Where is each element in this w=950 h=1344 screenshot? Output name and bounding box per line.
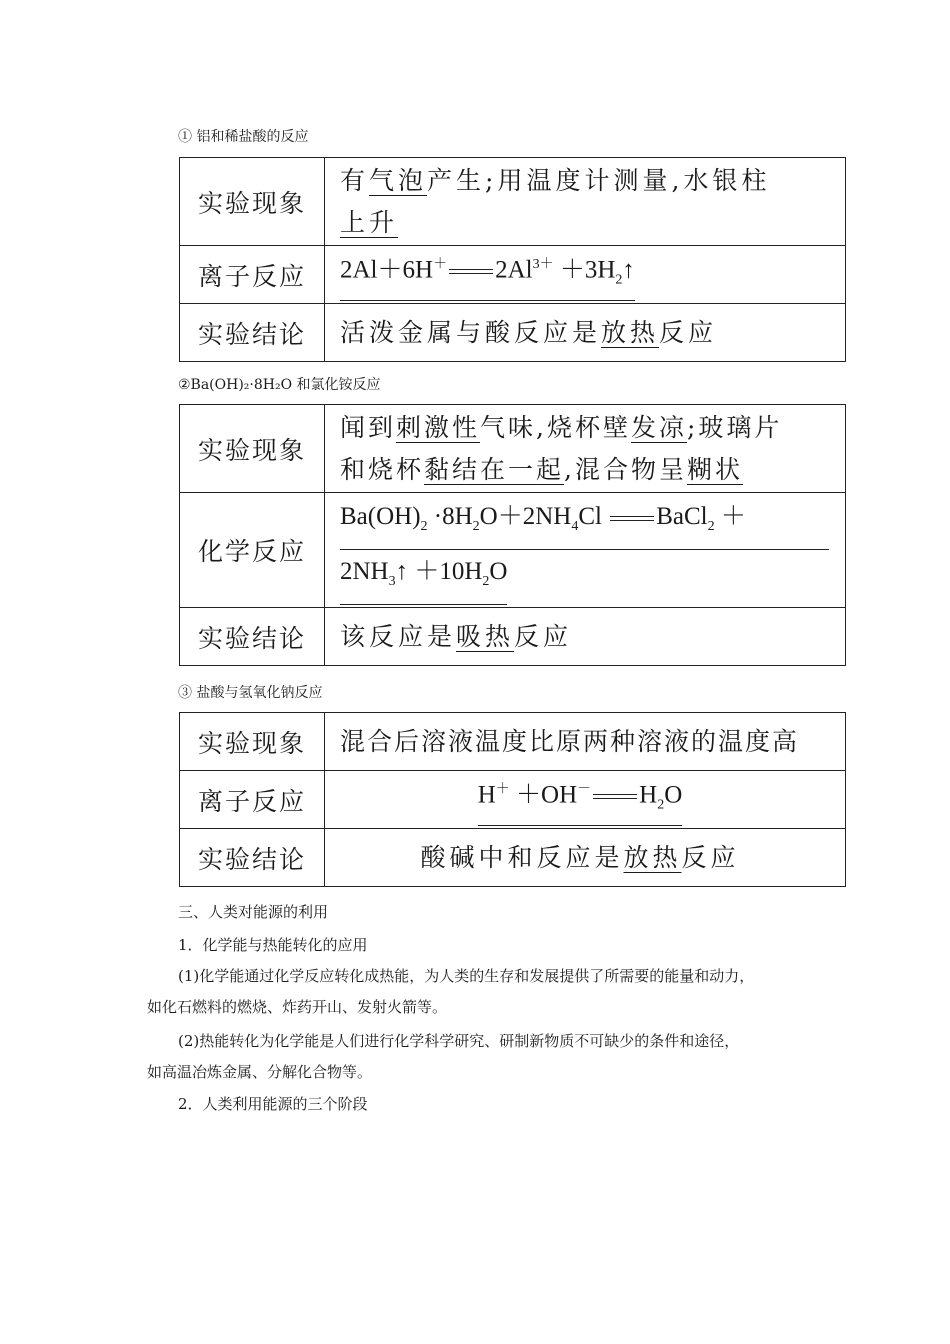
phenomenon-value: 混合后溶液温度比原两种溶液的温度高 [325,713,846,771]
row-label-conclusion: 实验结论 [180,304,325,362]
section2-caption: ②Ba(OH)₂·8H₂O 和氯化铵反应 [178,377,381,393]
row-label-phenomenon: 实验现象 [180,405,325,493]
table-hcl-naoh [179,712,846,887]
row-label-phenomenon: 实验现象 [180,713,325,771]
phenomenon-value: 有气泡产生;用温度计测量,水银柱 上升 [325,158,846,246]
ionic-equation: H＋ ＋OH－ $H_2O$ [325,771,846,829]
ionic-equation: 2Al＋6H＋ $2Al^{3+}$ $+3H_2↑$ [325,246,846,304]
section1-caption: ① 铝和稀盐酸的反应 [178,129,309,145]
subheading-2: 2．人类利用能源的三个阶段 [178,1095,368,1113]
phenomenon-value: 闻到刺激性气味,烧杯壁发凉;玻璃片 和烧杯黏结在一起,混合物呈糊状 [325,405,846,493]
chemical-equation: $Ba(OH)_2 \cdot 8H_2O+2NH_4Cl$ BaCl$_2$ ＋ $2NH_3↑ +10H_2O$ [325,493,846,608]
conclusion-value: 该反应是吸热反应 [325,608,846,666]
subheading-1: 1．化学能与热能转化的应用 [178,936,368,954]
row-label-chemical-reaction: 化学反应 [180,493,325,608]
paragraph-1-line-2: 如化石燃料的燃烧、炸药开山、发射火箭等。 [147,998,448,1016]
table-aluminum-hcl [179,157,846,362]
paragraph-1-line-1: (1)化学能通过化学反应转化成热能，为人类的生存和发展提供了所需要的能量和动力， [178,967,755,985]
paragraph-2-line-1: (2)热能转化为化学能是人们进行化学科学研究、研制新物质不可缺少的条件和途径， [178,1032,740,1050]
paragraph-2-line-2: 如高温冶炼金属、分解化合物等。 [147,1063,373,1081]
section-heading: 三、人类对能源的利用 [178,903,329,921]
row-label-conclusion: 实验结论 [180,829,325,887]
equals-arrow [449,269,493,274]
row-label-phenomenon: 实验现象 [180,158,325,246]
section3-caption: ③ 盐酸与氢氧化钠反应 [178,685,323,701]
row-label-ionic-reaction: 离子反应 [180,246,325,304]
row-label-conclusion: 实验结论 [180,608,325,666]
equals-arrow [610,516,654,521]
table-baoh2-nh4cl [179,404,846,666]
conclusion-value: 活泼金属与酸反应是放热反应 [325,304,846,362]
conclusion-value: 酸碱中和反应是放热反应 [325,829,846,887]
equals-arrow [593,794,637,799]
row-label-ionic-reaction: 离子反应 [180,771,325,829]
